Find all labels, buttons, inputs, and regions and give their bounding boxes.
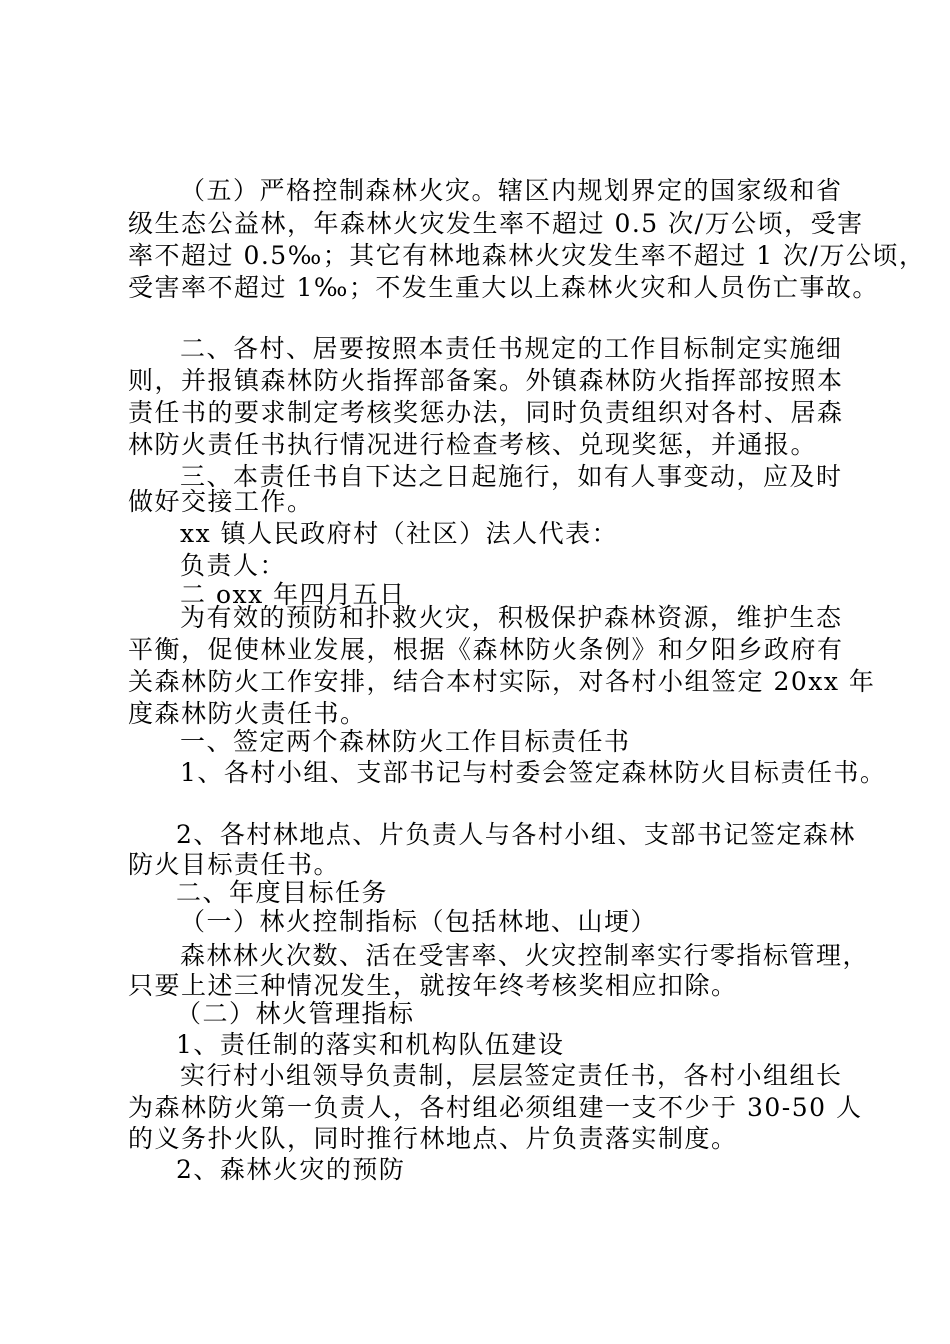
text-line: 1、各村小组、支部书记与村委会签定森林防火目标责任书。 bbox=[180, 758, 887, 787]
text-line: 率不超过 0.5‰；其它有林地森林火灾发生率不超过 1 次/万公顷， bbox=[128, 241, 926, 270]
text-line: 则，并报镇森林防火指挥部备案。外镇森林防火指挥部按照本 bbox=[128, 366, 844, 395]
text-line: 三、本责任书自下达之日起施行，如有人事变动，应及时 bbox=[180, 462, 843, 491]
text-line: 为森林防火第一负责人，各村组必须组建一支不少于 30-50 人 bbox=[128, 1093, 863, 1122]
text-line: （五）严格控制森林火灾。辖区内规划界定的国家级和省 bbox=[180, 176, 843, 205]
text-line: 负责人： bbox=[180, 551, 287, 580]
text-line: 二、年度目标任务 bbox=[176, 878, 389, 907]
text-line: 只要上述三种情况发生，就按年终考核奖相应扣除。 bbox=[128, 971, 738, 1000]
text-line: 关森林防火工作安排，结合本村实际，对各村小组签定 20xx 年 bbox=[128, 667, 876, 696]
text-line: 责任书的要求制定考核奖惩办法，同时负责组织对各村、居森 bbox=[128, 398, 844, 427]
text-line: 森林林火次数、活在受害率、火灾控制率实行零指标管理， bbox=[180, 941, 870, 970]
text-line: 林防火责任书执行情况进行检查考核、兑现奖惩，并通报。 bbox=[128, 430, 818, 459]
text-line: （二）林火管理指标 bbox=[176, 999, 415, 1028]
text-line: 防火目标责任书。 bbox=[128, 850, 341, 879]
text-line: 二 oxx 年四月五日 bbox=[180, 580, 406, 609]
text-line: 度森林防火责任书。 bbox=[128, 699, 367, 728]
text-line: 2、各村林地点、片负责人与各村小组、支部书记签定森林 bbox=[176, 820, 856, 849]
text-line: （一）林火控制指标（包括林地、山埂） bbox=[180, 907, 658, 936]
text-line: 平衡，促使林业发展，根据《森林防火条例》和夕阳乡政府有 bbox=[128, 635, 844, 664]
text-line: xx 镇人民政府村（社区）法人代表： bbox=[180, 519, 619, 548]
text-line: 1、责任制的落实和机构队伍建设 bbox=[176, 1030, 565, 1059]
text-line: 的义务扑火队，同时推行林地点、片负责落实制度。 bbox=[128, 1124, 738, 1153]
text-line: 做好交接工作。 bbox=[128, 487, 314, 516]
text-line: 二、各村、居要按照本责任书规定的工作目标制定实施细 bbox=[180, 334, 843, 363]
text-line: 2、森林火灾的预防 bbox=[176, 1155, 406, 1184]
text-line: 为有效的预防和扑救火灾，积极保护森林资源，维护生态 bbox=[180, 603, 843, 632]
text-line: 一、签定两个森林防火工作目标责任书 bbox=[180, 727, 631, 756]
text-line: 级生态公益林，年森林火灾发生率不超过 0.5 次/万公顷，受害 bbox=[128, 209, 864, 238]
text-line: 实行村小组领导负责制，层层签定责任书，各村小组组长 bbox=[180, 1061, 843, 1090]
text-line: 受害率不超过 1‰；不发生重大以上森林火灾和人员伤亡事故。 bbox=[128, 273, 879, 302]
